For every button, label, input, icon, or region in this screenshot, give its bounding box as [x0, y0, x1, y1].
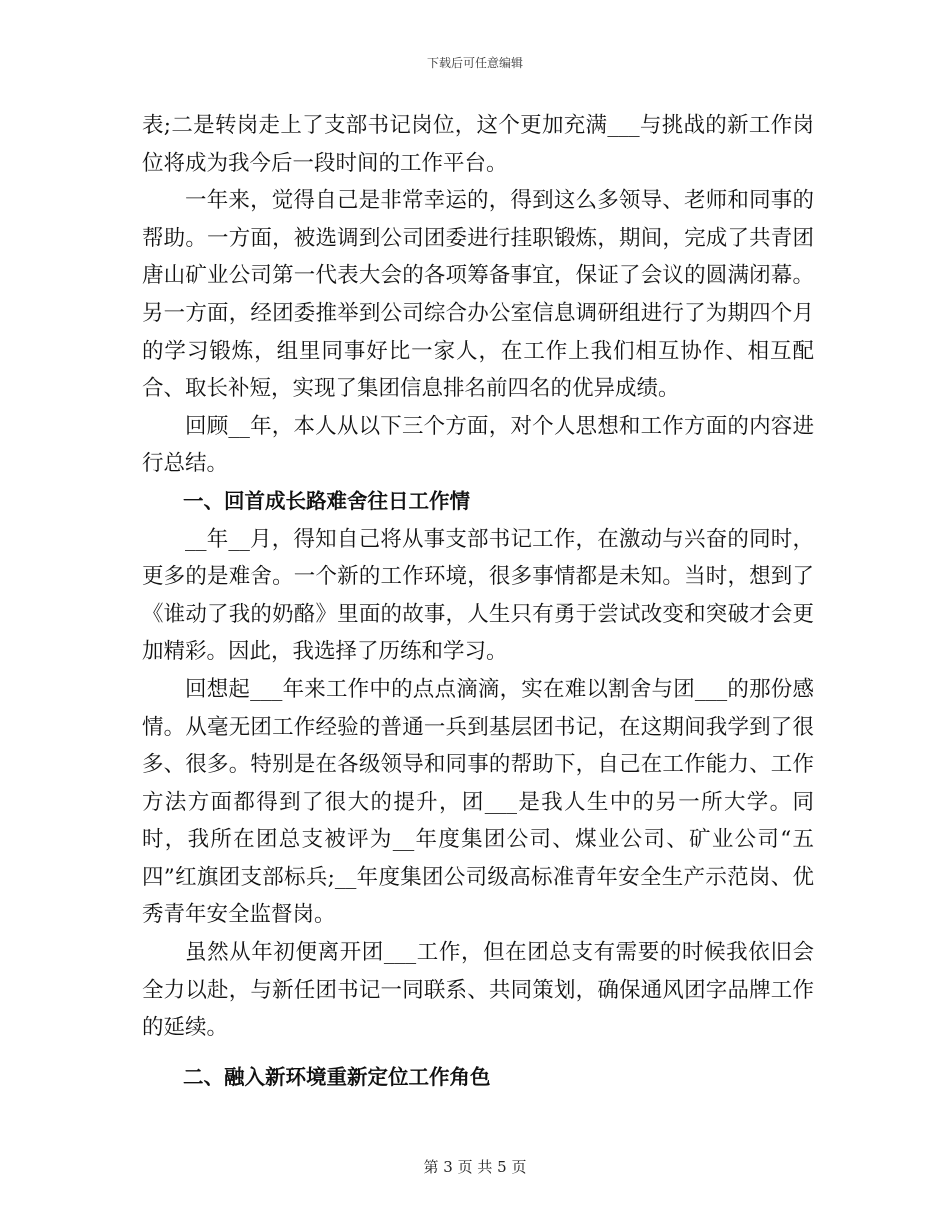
paragraph: 回顾__年，本人从以下三个方面，对个人思想和工作方面的内容进行总结。: [142, 413, 814, 477]
section-heading: 二、融入新环境重新定位工作角色: [183, 1064, 491, 1089]
section-heading: 一、回首成长路难舍往日工作情: [183, 488, 470, 513]
page-header: 下载后可任意编辑: [426, 56, 523, 70]
document-body: [142, 107, 814, 1096]
paragraph: __年__月，得知自己将从事支部书记工作，在激动与兴奋的同时，更多的是难舍。一个新的工作环境，很多事情都是未知。当时，想到了《谁动了我的奶酪》里面的故事，人生只有勇于尝试改变和突破才会更加精彩。因此，我选择了历练和学习。: [142, 526, 814, 665]
page-number: 第 3 页 共 5 页: [423, 1158, 527, 1176]
paragraph: 一年来，觉得自己是非常幸运的，得到这么多领导、老师和同事的帮助。一方面，被选调到公司团委进行挂职锻炼，期间，完成了共青团唐山矿业公司第一代表大会的各项筹备事宜，保证了会议的圆满闭幕。另一方面，经团委推举到公司综合办公室信息调研组进行了为期四个月的学习锻炼，组里同事好比一家人，在工作上我们相互协作、相互配合、取长补短，实现了集团信息排名前四名的优异成绩。: [142, 188, 814, 402]
paragraph-continuation: 表;二是转岗走上了支部书记岗位，这个更加充满___与挑战的新工作岗位将成为我今后一段时间的工作平台。: [142, 113, 814, 176]
paragraph: 回想起___年来工作中的点点滴滴，实在难以割舍与团___的那份感情。从毫无团工作经验的普通一兵到基层团书记，在这期间我学到了很多、很多。特别是在各级领导和同事的帮助下，自己在工作能力、工作方法方面都得到了很大的提升，团___是我人生中的另一所大学。同时，我所在团总支被评为__年度集团公司、煤业公司、矿业公司“五四”红旗团支部标兵;__年度集团公司级高标准青年安全生产示范岗、优秀青年安全监督岗。: [142, 676, 814, 928]
paragraph: 虽然从年初便离开团___工作，但在团总支有需要的时候我依旧会全力以赴，与新任团书记一同联系、共同策划，确保通风团字品牌工作的延续。: [142, 940, 814, 1041]
